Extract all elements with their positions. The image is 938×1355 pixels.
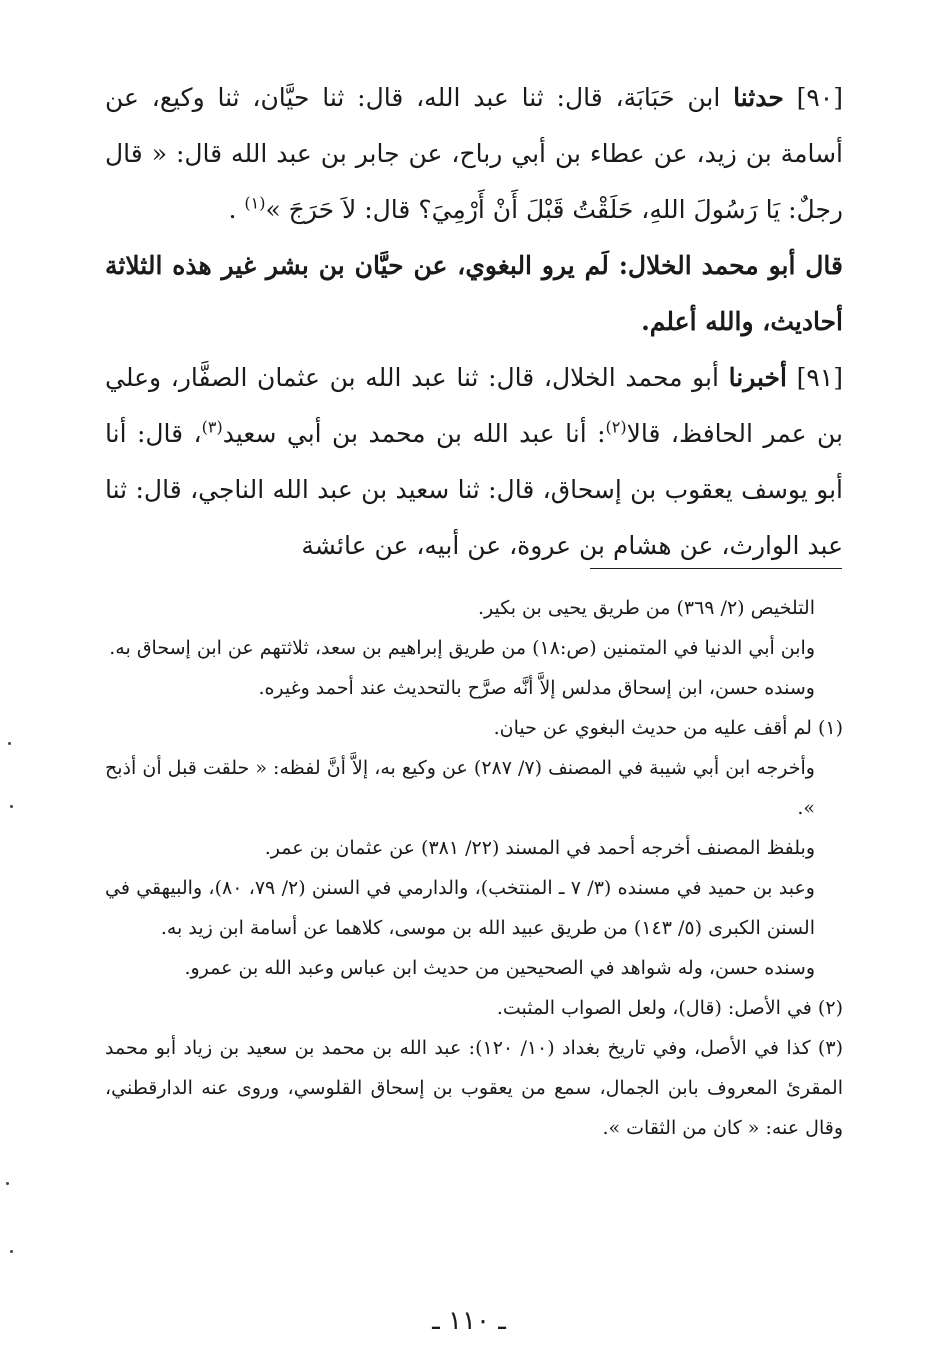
footnote-line: وسنده حسن، وله شواهد في الصحيحين من حديث ابن عباس وعبد الله بن عمرو. — [184, 957, 815, 979]
footnote-line: وسنده حسن، ابن إسحاق مدلس إلاَّ أنَّه صرَّح بالتحديث عند أحمد وغيره. — [258, 677, 815, 699]
scan-speck — [10, 1250, 13, 1253]
hadith-91 — [105, 350, 843, 574]
hadith-lead: حدثنا — [733, 83, 784, 112]
page-number: ـ ١١٠ ـ — [432, 1306, 506, 1336]
hadith-90 — [105, 70, 843, 238]
hadith-text: أبو محمد الخلال، قال: ثنا عبد الله بن عثمان الصفَّار، وعلي بن عمر الحافظ، قالا — [105, 363, 844, 448]
footnote-ref: (٣) — [201, 417, 223, 437]
scan-speck — [10, 805, 13, 808]
main-text — [105, 70, 843, 574]
footnote-1: (١) لم أقف عليه من حديث البغوي عن حيان. — [493, 717, 843, 739]
hadith-text: : أنا عبد الله بن محمد بن أبي سعيد — [222, 419, 606, 448]
hadith-text: ، قال: أنا أبو يوسف يعقوب بن إسحاق، قال: ثنا سعيد بن عبد الله الناجي، قال: ثنا عبد الوارث، عن هشام بن عروة، عن أبيه، عن عائشة — [105, 419, 843, 560]
hadith-number: [٩٠] — [796, 83, 843, 112]
footnote-line: وأخرجه ابن أبي شيبة في المصنف (٧/ ٢٨٧) عن وكيع به، إلاَّ أنَّ لفظه: « حلقت قبل أن أذبح ». — [105, 757, 815, 819]
scan-speck — [8, 742, 11, 745]
hadith-end: . — [228, 195, 237, 224]
hadith-number: [٩١] — [796, 363, 843, 392]
footnote-2: (٢) في الأصل: (قال)، ولعل الصواب المثبت. — [496, 997, 843, 1019]
footnote-line: وابن أبي الدنيا في المتمنين (ص:١٨) من طريق إبراهيم بن سعد، ثلاثتهم عن ابن إسحاق به. — [109, 637, 815, 659]
footnote-line: وعبد بن حميد في مسنده (٣/ ٧ ـ المنتخب)، والدارمي في السنن (٢/ ٧٩، ٨٠)، والبيهقي في السنن الكبرى (٥/ ١٤٣) من طريق عبيد الله بن موسى، كلاهما عن أسامة ابن زيد به. — [105, 877, 815, 939]
hadith-lead: أخبرنا — [728, 363, 787, 392]
footnote-3: (٣) كذا في الأصل، وفي تاريخ بغداد (١٠/ ١٢٠): عبد الله بن محمد بن سعيد بن زياد أبو محمد المقرئ المعروف بابن الجمال، سمع من يعقوب بن إسحاق القلوسي، وروى عنه الدارقطني، وقال عنه: « كان من الثقات ». — [105, 1037, 843, 1139]
footnote-separator — [590, 568, 842, 569]
khallal-remark: قال أبو محمد الخلال: لَم يرو البغوي، عن حيَّان بن بشر غير هذه الثلاثة أحاديث، والله أعلم. — [105, 251, 843, 336]
footnote-ref: (٢) — [605, 417, 627, 437]
footnotes — [105, 588, 843, 1148]
footnote-line: وبلفظ المصنف أخرجه أحمد في المسند (٢٢/ ٣٨١) عن عثمان بن عمر. — [264, 837, 815, 859]
hadith-text: ابن حَبَابَة، قال: ثنا عبد الله، قال: ثنا حيَّان، ثنا وكيع، عن أسامة بن زيد، عن عطاء بن أبي رباح، عن جابر بن عبد الله قال: « قال رجلٌ: يَا رَسُولَ اللهِ، حَلَقْتُ قَبْلَ أَنْ أَرْمِيَ؟ قال: لاَ حَرَجَ » — [105, 83, 843, 224]
footnote-ref: (١) — [244, 193, 266, 213]
footnote-line: التلخيص (٢/ ٣٦٩) من طريق يحيى بن بكير. — [477, 597, 815, 619]
scan-speck — [6, 1182, 9, 1185]
